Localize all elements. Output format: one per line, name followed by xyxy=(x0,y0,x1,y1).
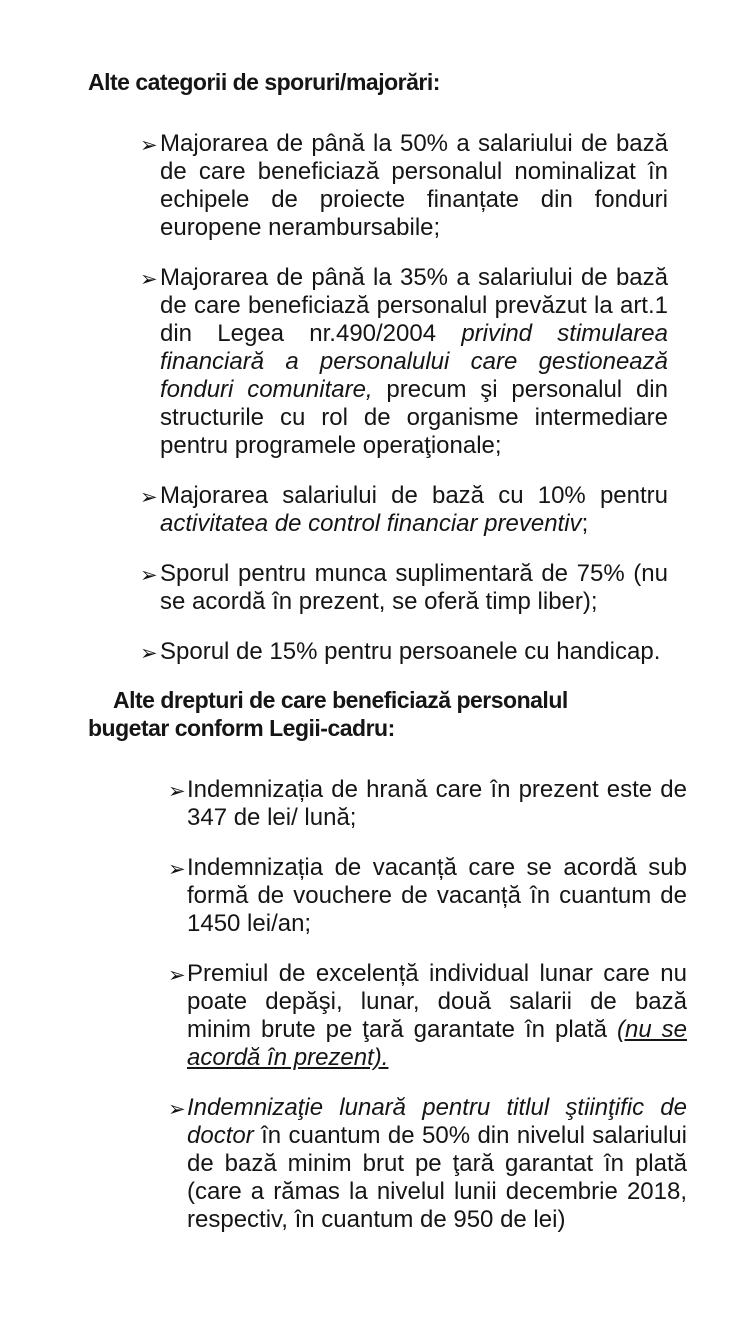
section1-heading: Alte categorii de sporuri/majorări: xyxy=(88,69,440,95)
text-segment: Premiul de excelență individual lunar care nu poate depăşi, lunar, două salarii de bază minim brute pe ţară garantate în plată xyxy=(187,960,687,1043)
list-item xyxy=(168,960,688,1072)
bullet-arrow-icon: ➢ xyxy=(140,563,158,587)
list-item xyxy=(140,264,668,460)
bullet-arrow-icon: ➢ xyxy=(140,485,158,509)
text-segment: privind stimularea financiară a personalului care gestionează fonduri comunitare, xyxy=(160,320,668,403)
section2-list xyxy=(0,776,750,1234)
text-segment: Sporul pentru munca suplimentară de 75% (nu se acordă în prezent, se oferă timp liber); xyxy=(160,560,668,615)
text-segment: ; xyxy=(581,510,589,537)
bullet-arrow-icon: ➢ xyxy=(140,641,158,665)
text-segment: Majorarea de până la 50% a salariului de bază de care beneficiază personalul nominalizat în echipele de proiecte finanțate din fonduri europene nerambursabile; xyxy=(160,130,668,241)
text-segment: Indemnizația de hrană care în prezent este de 347 de lei/ lună; xyxy=(187,776,687,831)
list-item xyxy=(140,130,668,242)
text-segment: precum şi personalul din structurile cu rol de organisme intermediare pentru programele operaţionale; xyxy=(160,376,668,459)
list-item xyxy=(140,638,668,666)
section1-list xyxy=(0,130,750,666)
text-segment: Majorarea de până la 35% a salariului de bază de care beneficiază personalul prevăzut la art.1 din Legea nr.490/2004 xyxy=(160,264,668,347)
section2-heading: Alte drepturi de care beneficiază personalul bugetar conform Legii-cadru: xyxy=(88,687,568,741)
text-segment: Indemnizaţie lunară pentru titlul ştiinţific de doctor xyxy=(187,1094,687,1149)
text-segment: Majorarea salariului de bază cu 10% pentru xyxy=(160,482,668,509)
bullet-arrow-icon: ➢ xyxy=(140,267,158,291)
list-item xyxy=(140,482,668,538)
bullet-arrow-icon: ➢ xyxy=(168,779,186,803)
text-segment: Sporul de 15% pentru persoanele cu handicap. xyxy=(160,638,661,665)
bullet-arrow-icon: ➢ xyxy=(140,133,158,157)
text-segment: Indemnizația de vacanță care se acordă sub formă de vouchere de vacanță în cuantum de 1450 lei/an; xyxy=(187,854,687,937)
bullet-arrow-icon: ➢ xyxy=(168,963,186,987)
list-item xyxy=(168,854,687,938)
list-item xyxy=(168,776,687,832)
list-item xyxy=(168,1094,687,1234)
list-item xyxy=(140,560,668,616)
bullet-arrow-icon: ➢ xyxy=(168,1097,186,1121)
text-segment: activitatea de control financiar preventiv xyxy=(160,510,582,537)
bullet-arrow-icon: ➢ xyxy=(168,857,186,881)
text-segment: (nu se acordă în prezent). xyxy=(187,1016,688,1071)
text-segment: în cuantum de 50% din nivelul salariului de bază minim brut pe ţară garantat în plată (care a rămas la nivelul lunii decembrie 2018, respectiv, în cuantum de 950 de lei) xyxy=(187,1122,687,1233)
